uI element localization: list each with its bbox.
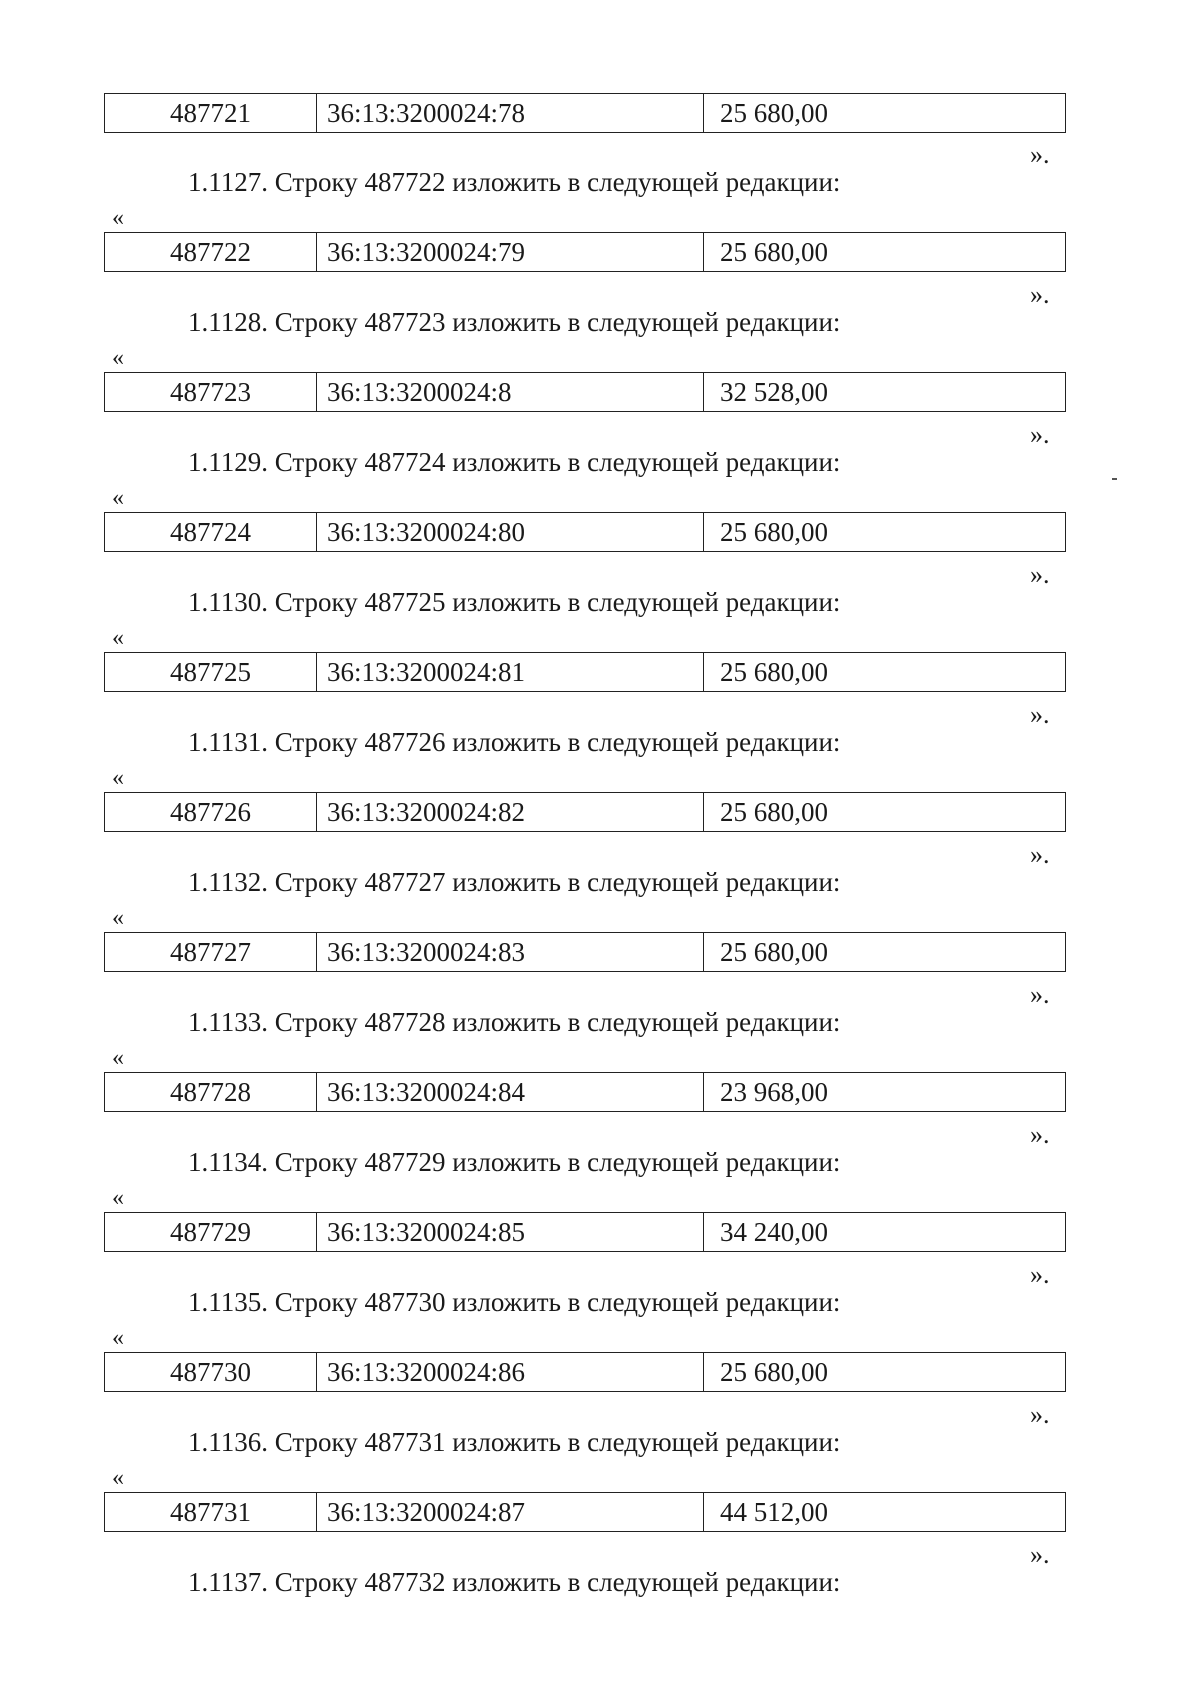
instruction-paragraph: 1.1128. Строку 487723 изложить в следующей редакции: bbox=[188, 307, 841, 337]
closing-quote: ». bbox=[1030, 1400, 1050, 1429]
closing-quote: ». bbox=[1030, 560, 1050, 589]
instruction-paragraph: 1.1129. Строку 487724 изложить в следующей редакции: bbox=[188, 447, 841, 477]
value-cell: 25 680,00 bbox=[720, 516, 828, 547]
table-row bbox=[104, 1492, 1066, 1532]
cadastral-number-cell: 36:13:3200024:84 bbox=[317, 1073, 704, 1111]
value-cell: 25 680,00 bbox=[720, 656, 828, 687]
opening-quote: « bbox=[112, 1325, 124, 1351]
row-number-cell: 487731 bbox=[105, 1493, 317, 1531]
value-cell: 23 968,00 bbox=[720, 1076, 828, 1107]
cadastral-number-cell: 36:13:3200024:80 bbox=[317, 513, 704, 551]
row-number-cell: 487730 bbox=[105, 1353, 317, 1391]
opening-quote: « bbox=[112, 1185, 124, 1211]
instruction-paragraph: 1.1134. Строку 487729 изложить в следующей редакции: bbox=[188, 1147, 841, 1177]
cadastral-number-cell: 36:13:3200024:8 bbox=[317, 373, 704, 411]
opening-quote: « bbox=[112, 625, 124, 651]
cadastral-number-cell: 36:13:3200024:82 bbox=[317, 793, 704, 831]
table-row bbox=[104, 232, 1066, 272]
value-cell: 25 680,00 bbox=[720, 1356, 828, 1387]
closing-quote: ». bbox=[1030, 1120, 1050, 1149]
closing-quote: ». bbox=[1030, 1540, 1050, 1569]
opening-quote: « bbox=[112, 485, 124, 511]
table-row bbox=[104, 372, 1066, 412]
closing-quote: ». bbox=[1030, 980, 1050, 1009]
instruction-paragraph: 1.1130. Строку 487725 изложить в следующей редакции: bbox=[188, 587, 841, 617]
row-number-cell: 487725 bbox=[105, 653, 317, 691]
closing-quote: ». bbox=[1030, 700, 1050, 729]
opening-quote: « bbox=[112, 765, 124, 791]
row-number-cell: 487726 bbox=[105, 793, 317, 831]
table-row bbox=[104, 512, 1066, 552]
closing-quote: ». bbox=[1030, 1260, 1050, 1289]
value-cell: 25 680,00 bbox=[720, 796, 828, 827]
value-cell: 44 512,00 bbox=[720, 1496, 828, 1527]
table-row bbox=[104, 1352, 1066, 1392]
closing-quote: ». bbox=[1030, 140, 1050, 169]
table-row bbox=[104, 1072, 1066, 1112]
cadastral-number-cell: 36:13:3200024:85 bbox=[317, 1213, 704, 1251]
opening-quote: « bbox=[112, 1465, 124, 1491]
value-cell: 25 680,00 bbox=[720, 236, 828, 267]
instruction-paragraph: 1.1137. Строку 487732 изложить в следующей редакции: bbox=[188, 1567, 841, 1597]
opening-quote: « bbox=[112, 1045, 124, 1071]
instruction-paragraph: 1.1136. Строку 487731 изложить в следующей редакции: bbox=[188, 1427, 841, 1457]
cadastral-number-cell: 36:13:3200024:81 bbox=[317, 653, 704, 691]
row-number-cell: 487721 bbox=[105, 94, 317, 132]
table-row bbox=[104, 1212, 1066, 1252]
table-row bbox=[104, 792, 1066, 832]
cadastral-number-cell: 36:13:3200024:78 bbox=[317, 94, 704, 132]
closing-quote: ». bbox=[1030, 840, 1050, 869]
instruction-paragraph: 1.1131. Строку 487726 изложить в следующей редакции: bbox=[188, 727, 841, 757]
instruction-paragraph: 1.1135. Строку 487730 изложить в следующей редакции: bbox=[188, 1287, 841, 1317]
cadastral-number-cell: 36:13:3200024:79 bbox=[317, 233, 704, 271]
value-cell: 34 240,00 bbox=[720, 1216, 828, 1247]
closing-quote: ». bbox=[1030, 280, 1050, 309]
row-number-cell: 487728 bbox=[105, 1073, 317, 1111]
row-number-cell: 487729 bbox=[105, 1213, 317, 1251]
scan-speck bbox=[1112, 478, 1117, 480]
row-number-cell: 487727 bbox=[105, 933, 317, 971]
cadastral-number-cell: 36:13:3200024:83 bbox=[317, 933, 704, 971]
table-row bbox=[104, 932, 1066, 972]
opening-quote: « bbox=[112, 205, 124, 231]
cadastral-number-cell: 36:13:3200024:87 bbox=[317, 1493, 704, 1531]
instruction-paragraph: 1.1132. Строку 487727 изложить в следующей редакции: bbox=[188, 867, 841, 897]
table-row bbox=[104, 93, 1066, 133]
table-row bbox=[104, 652, 1066, 692]
value-cell: 32 528,00 bbox=[720, 376, 828, 407]
opening-quote: « bbox=[112, 905, 124, 931]
instruction-paragraph: 1.1133. Строку 487728 изложить в следующей редакции: bbox=[188, 1007, 841, 1037]
value-cell: 25 680,00 bbox=[720, 936, 828, 967]
row-number-cell: 487724 bbox=[105, 513, 317, 551]
cadastral-number-cell: 36:13:3200024:86 bbox=[317, 1353, 704, 1391]
row-number-cell: 487722 bbox=[105, 233, 317, 271]
opening-quote: « bbox=[112, 345, 124, 371]
closing-quote: ». bbox=[1030, 420, 1050, 449]
value-cell: 25 680,00 bbox=[720, 97, 828, 128]
row-number-cell: 487723 bbox=[105, 373, 317, 411]
instruction-paragraph: 1.1127. Строку 487722 изложить в следующей редакции: bbox=[188, 167, 841, 197]
